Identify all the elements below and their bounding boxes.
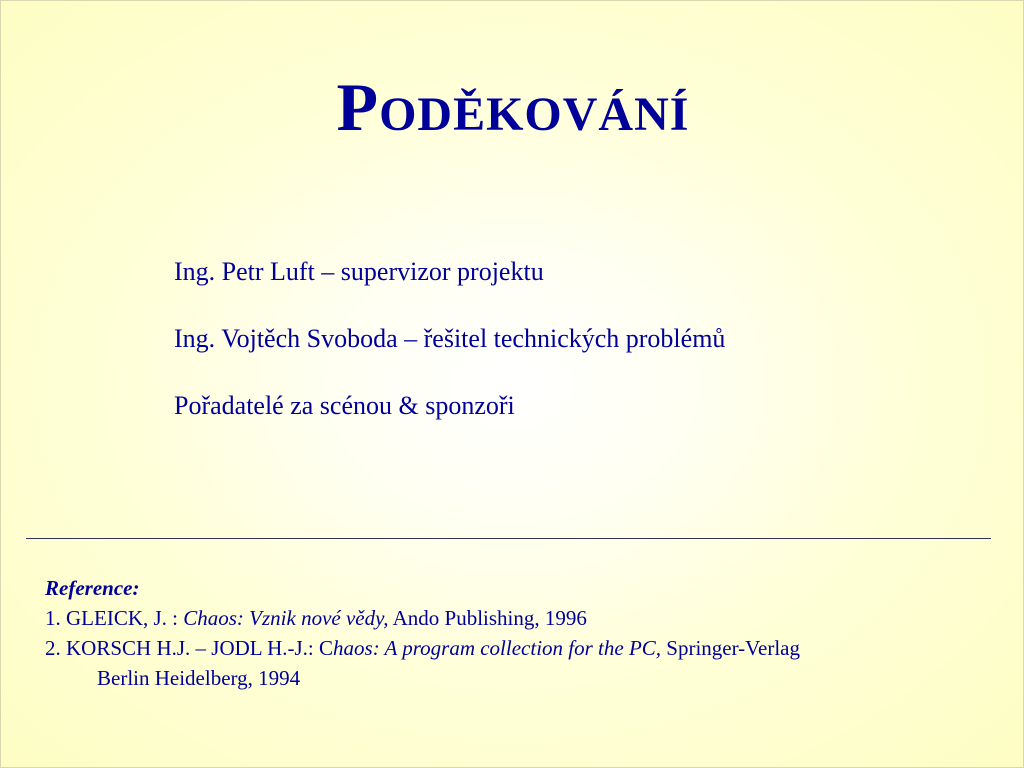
reference-author: 1. GLEICK, J. : — [45, 606, 184, 630]
reference-publisher: Springer-Verlag — [661, 636, 800, 660]
slide-title: Poděkování — [336, 69, 690, 145]
acknowledgement-list — [174, 257, 994, 458]
acknowledgement-item: Ing. Petr Luft – supervizor projektu — [174, 257, 544, 286]
references-heading: Reference: — [45, 576, 140, 600]
reference-item-2-continuation: Berlin Heidelberg, 1994 — [97, 666, 301, 690]
reference-item-2 — [45, 633, 995, 663]
section-divider — [26, 538, 991, 539]
acknowledgement-item: Pořadatelé za scénou & sponzoři — [174, 391, 515, 420]
reference-publisher: Ando Publishing, 1996 — [388, 606, 587, 630]
references-section — [45, 573, 995, 693]
reference-title: haos: A program collection for the PC, — [333, 636, 662, 660]
acknowledgement-item: Ing. Vojtěch Svoboda – řešitel technických problémů — [174, 324, 726, 353]
reference-item-1 — [45, 603, 995, 633]
reference-title: Chaos: Vznik nové vědy, — [183, 606, 389, 630]
reference-author: 2. KORSCH H.J. – JODL H.-J.: C — [45, 636, 334, 660]
